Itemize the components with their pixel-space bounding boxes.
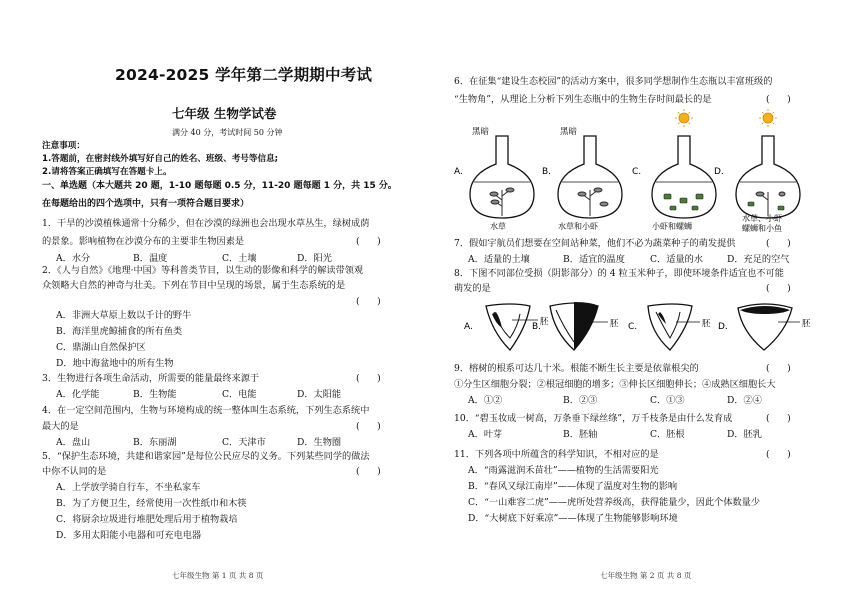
q11-text: 11．下列各项中所蕴含的科学知识，不相对应的是 — [454, 449, 659, 460]
q8-embryo-label-b: 胚 — [610, 319, 619, 329]
q7-option-b: B．适宜的温度 — [563, 254, 625, 265]
q6-caption-b: 水草和小虾 — [558, 222, 598, 231]
q5-option-c: C．将厨余垃圾进行堆肥处理后用于植物栽培 — [56, 514, 238, 525]
q8-embryo-label-a: 胚 — [540, 317, 549, 327]
q3-text: 3．生物进行各项生命活动，所需要的能量最终来源于 — [42, 373, 260, 384]
q1-option-d: D．阳光 — [297, 253, 332, 264]
q10-option-d: D．胚乳 — [727, 429, 762, 440]
q8-text-line1: 8．下图不同部位受损（阴影部分）的 4 粒玉米种子，即使环境条件适宜也不可能 — [454, 268, 784, 279]
q5-option-a: A．上学放学骑自行车，不坐私家车 — [56, 482, 201, 493]
q7-answer-blank: ( ) — [766, 238, 791, 249]
q8-embryo-label-d: 胚 — [802, 319, 811, 329]
q11-option-b: B．“春风又绿江南岸”——体现了温度对生物的影响 — [468, 481, 678, 492]
q8-text-line2: 萌发的是 — [454, 283, 491, 294]
q8-corn-seed-figure — [452, 298, 832, 356]
q2-text-line2: 众领略大自然的神奇与壮美。下列在节目中呈现的场景，属于生态系统的是 — [42, 280, 346, 291]
q4-text-line1: 4．在一定空间范围内，生物与环境构成的统一整体叫生态系统，下列生态系统中 — [42, 405, 370, 416]
q5-option-b: B．为了方便卫生，经常使用一次性纸巾和木筷 — [56, 498, 247, 509]
q3-option-d: D．太阳能 — [297, 389, 342, 400]
q6-option-b-letter: B. — [542, 167, 552, 177]
q8-option-c-letter: C. — [628, 322, 638, 332]
exam-meta: 满分 40 分，考试时间 50 分钟 — [172, 128, 283, 137]
q7-text: 7．假如宇航员们想要在空间站种菜，他们不必为蔬菜种子的萌发提供 — [454, 238, 736, 249]
q9-text-line1: 9．榕树的根系可达几十米。根能不断生长主要是依靠根尖的 — [454, 363, 699, 374]
q6-option-c-letter: C. — [632, 167, 642, 177]
q6-caption-c: 小虾和螺蛳 — [652, 222, 692, 231]
q10-text: 10．“碧玉妆成一树高，万条垂下绿丝绦”，万千枝条是由什么发育成 — [454, 413, 733, 424]
q6-caption-d-line2: 螺蛳和小鱼 — [742, 224, 782, 232]
q10-answer-blank: ( ) — [766, 413, 791, 424]
q11-option-d: D．“大树底下好乘凉”——体现了生物能够影响环境 — [468, 513, 678, 524]
q10-option-b: B．胚轴 — [563, 429, 598, 440]
q3-answer-blank: ( ) — [356, 373, 381, 384]
q3-option-b: B．生物能 — [133, 389, 177, 400]
q9-option-b: B．②③ — [563, 395, 598, 406]
q5-text-line1: 5．“保护生态环境，共建和谐家园”是每位公民应尽的义务。下列某些同学的做法 — [42, 451, 370, 462]
q6-answer-blank: ( ) — [766, 94, 791, 105]
q4-text-line2: 最大的是 — [42, 421, 79, 432]
q8-answer-blank: ( ) — [766, 283, 791, 294]
q1-option-a: A．水分 — [56, 253, 91, 264]
q6-option-d-letter: D. — [714, 167, 724, 177]
q2-option-d: D．地中海盆地中的所有生物 — [56, 358, 174, 369]
q10-option-a: A．叶芽 — [468, 429, 503, 440]
q4-option-b: B．东丽湖 — [133, 437, 177, 448]
q8-option-a-letter: A. — [464, 322, 473, 332]
q4-option-d: D．生物圈 — [297, 437, 342, 448]
q6-option-a-letter: A. — [454, 167, 463, 177]
q6-caption-d-line1: 水草、小虾 — [742, 214, 782, 223]
q3-option-c: C．电能 — [222, 389, 257, 400]
q9-text-line2: ①分生区细胞分裂；②根冠细胞的增多；③伸长区细胞伸长；④成熟区细胞长大 — [454, 379, 776, 390]
q1-text-line2: 的景象。影响植物在沙漠分布的主要非生物因素是 — [42, 236, 245, 247]
q7-option-d: D．充足的空气 — [727, 254, 790, 265]
q10-option-c: C．胚根 — [650, 429, 685, 440]
q6-dark-label-a: 黑暗 — [472, 127, 490, 137]
q6-text-line2: “生物角”，从理论上分析下列生态瓶中的生物生存时间最长的是 — [454, 94, 712, 105]
exam-subtitle: 七年级 生物学试卷 — [172, 106, 277, 121]
q11-option-a: A．“雨露滋润禾苗壮”——植物的生活需要阳光 — [468, 465, 659, 476]
q5-answer-blank: ( ) — [356, 466, 381, 477]
q1-option-b: B．温度 — [133, 253, 168, 264]
q6-dark-label-b: 黑暗 — [560, 127, 578, 137]
notice-heading: 注意事项： — [42, 141, 85, 151]
q5-text-line2: 中你不认同的是 — [42, 466, 107, 477]
q2-option-b: B．海洋里虎鲸捕食的所有鱼类 — [56, 326, 183, 337]
q6-ecobottle-figure — [452, 108, 832, 232]
q7-option-a: A．适量的土壤 — [468, 254, 530, 265]
section-1-note: 在每题给出的四个选项中，只有一项符合题目要求） — [42, 199, 250, 209]
page-footer-right: 七年级生物 第 2 页 共 8 页 — [600, 571, 692, 580]
q7-option-c: C．适量的水 — [650, 254, 703, 265]
q11-answer-blank: ( ) — [766, 449, 791, 460]
q1-answer-blank: ( ) — [356, 236, 381, 247]
q2-text-line1: 2．《人与自然》《地理·中国》等科普类节目，以生动的影像和科学的解读带领观 — [42, 265, 364, 276]
q8-embryo-label-c: 胚 — [702, 319, 711, 329]
q6-text-line1: 6．在征集“建设生态校园”的活动方案中，很多同学想制作生态瓶以丰富班级的 — [454, 76, 773, 87]
notice-item-2: 2.请将答案正确填写在答题卡上。 — [42, 167, 172, 177]
q1-text-line1: 1．干旱的沙漠植株通常十分稀少，但在沙漠的绿洲也会出现水草丛生，绿树成荫 — [42, 218, 370, 229]
q4-answer-blank: ( ) — [356, 421, 381, 432]
q11-option-c: C．“一山难容二虎”——虎所处营养级高，获得能量少，因此个体数量少 — [468, 497, 761, 508]
q3-option-a: A．化学能 — [56, 389, 100, 400]
q8-option-d-letter: D. — [718, 322, 728, 332]
section-1-heading: 一、单选题（本大题共 20 题，1-10 题每题 0.5 分，11-20 题每题 1 分，共 15 分。 — [42, 181, 397, 191]
q1-option-c: C．土壤 — [222, 253, 257, 264]
notice-item-1: 1.答题前，在密封线外填写好自己的姓名、班级、考号等信息; — [42, 154, 279, 164]
q9-answer-blank: ( ) — [766, 363, 791, 374]
q4-option-c: C．天津市 — [222, 437, 266, 448]
q2-option-a: A．非洲大草原上数以千计的野牛 — [56, 310, 192, 321]
q9-option-c: C．①③ — [650, 395, 685, 406]
q2-option-c: C．鼎湖山自然保护区 — [56, 342, 146, 353]
q8-option-b-letter: B. — [532, 322, 542, 332]
q6-caption-a: 水草 — [490, 222, 506, 231]
q2-answer-blank: ( ) — [356, 296, 381, 307]
q5-option-d: D．多用太阳能小电器和可充电电器 — [56, 530, 202, 541]
q4-option-a: A．盘山 — [56, 437, 91, 448]
q9-option-d: D．②④ — [727, 395, 762, 406]
q9-option-a: A．①② — [468, 395, 503, 406]
page-footer-left: 七年级生物 第 1 页 共 8 页 — [172, 571, 264, 580]
exam-title: 2024-2025 学年第二学期期中考试 — [115, 66, 373, 84]
